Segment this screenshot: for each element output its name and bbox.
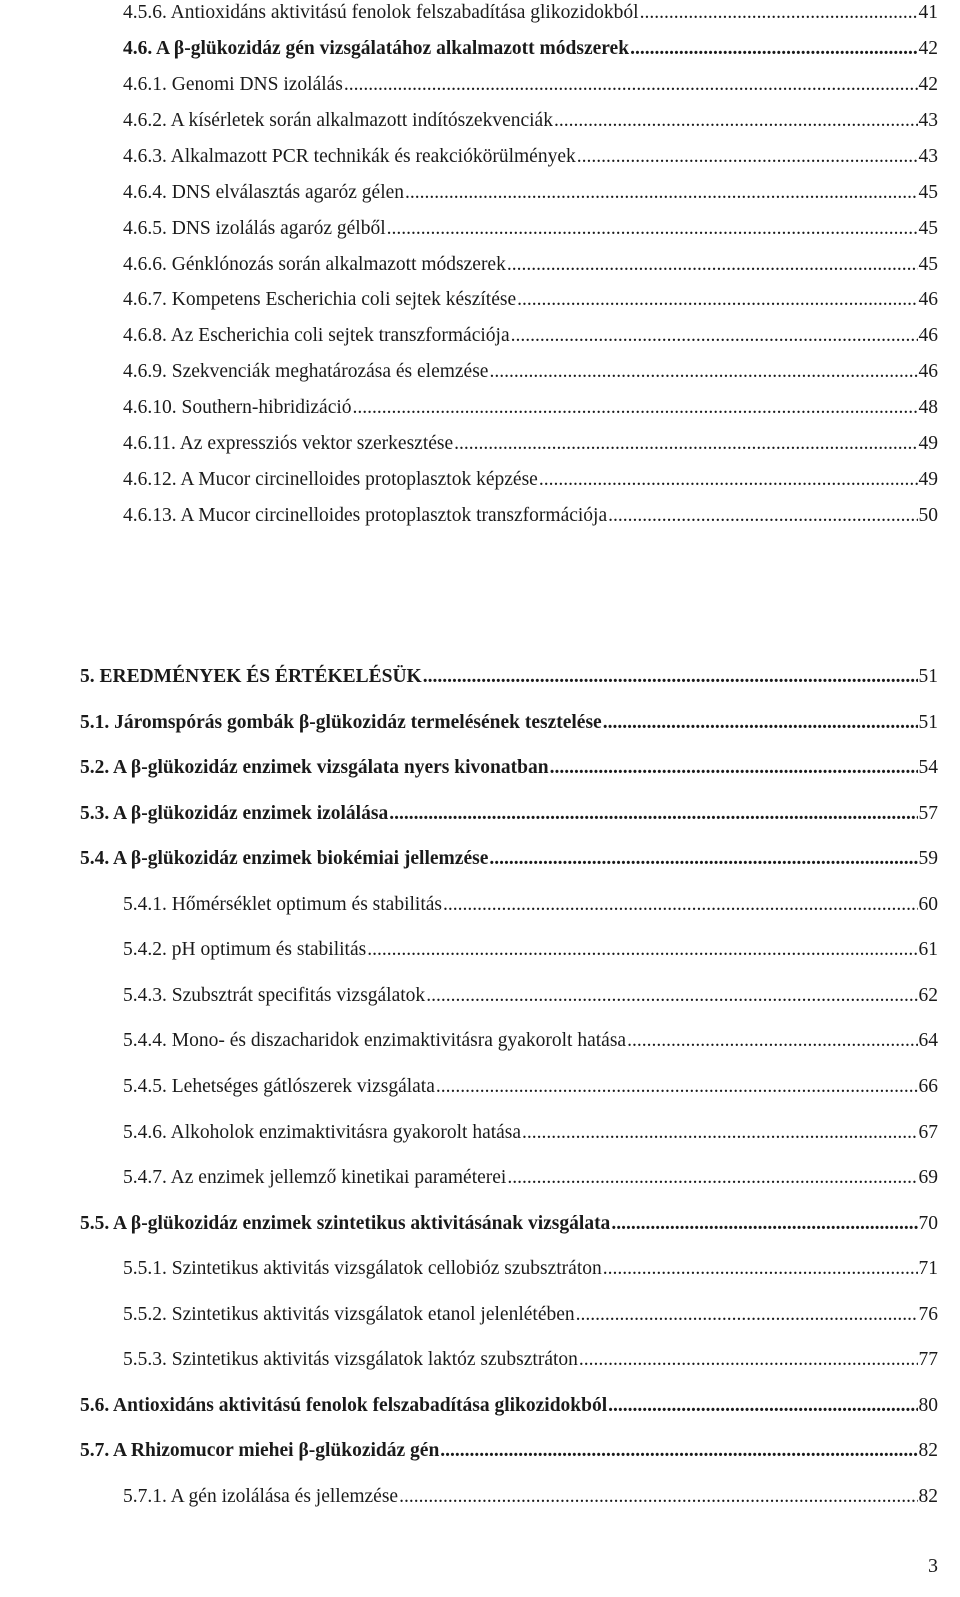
toc-entry[interactable] xyxy=(123,503,938,529)
toc-entry-page: 59 xyxy=(918,848,938,869)
toc-entry-page: 49 xyxy=(918,469,938,490)
toc-entry-page: 49 xyxy=(918,433,938,454)
toc-entry-title: 4.6.4. DNS elválasztás agaróz gélen xyxy=(123,182,405,203)
dot-leader xyxy=(576,1302,918,1328)
dot-leader xyxy=(511,323,918,349)
toc-entry-title: 4.6.13. A Mucor circinelloides protoplasztok transzformációja xyxy=(123,505,608,526)
toc-entry[interactable] xyxy=(80,1211,938,1237)
dot-leader xyxy=(517,287,917,313)
toc-entry-page: 54 xyxy=(918,757,938,778)
toc-entry[interactable] xyxy=(123,0,938,26)
toc-entry[interactable] xyxy=(123,431,938,457)
toc-entry-page: 69 xyxy=(918,1167,938,1188)
toc-entry[interactable] xyxy=(123,323,938,349)
toc-entry[interactable] xyxy=(80,801,938,827)
toc-entry-page: 82 xyxy=(918,1440,938,1461)
toc-entry-title: 4.6. A β-glükozidáz gén vizsgálatához alkalmazott módszerek xyxy=(123,38,630,59)
toc-entry-page: 42 xyxy=(918,74,938,95)
toc-entry-page: 71 xyxy=(918,1258,938,1279)
toc-entry[interactable] xyxy=(80,710,938,736)
dot-leader xyxy=(640,0,918,26)
toc-entry-title: 4.6.3. Alkalmazott PCR technikák és reakciókörülmények xyxy=(123,146,576,167)
toc-entry-page: 42 xyxy=(918,38,938,59)
toc-entry[interactable] xyxy=(123,36,938,62)
toc-entry-page: 67 xyxy=(918,1122,938,1143)
dot-leader xyxy=(423,664,918,690)
dot-leader xyxy=(608,503,917,529)
toc-entry-title: 5.7.1. A gén izolálása és jellemzése xyxy=(123,1486,399,1507)
dot-leader xyxy=(454,431,917,457)
toc-entry-title: 5.4.7. Az enzimek jellemző kinetikai paraméterei xyxy=(123,1167,507,1188)
dot-leader xyxy=(539,467,918,493)
toc-entry-title: 5. EREDMÉNYEK ÉS ÉRTÉKELÉSÜK xyxy=(80,666,422,687)
toc-entry[interactable] xyxy=(80,846,938,872)
toc-entry[interactable] xyxy=(123,144,938,170)
dot-leader xyxy=(554,108,918,134)
dot-leader xyxy=(443,892,918,918)
dot-leader xyxy=(507,252,918,278)
toc-entry-page: 62 xyxy=(918,985,938,1006)
dot-leader xyxy=(426,983,917,1009)
toc-entry-page: 77 xyxy=(918,1349,938,1370)
toc-entry-page: 70 xyxy=(918,1213,938,1234)
toc-entry[interactable] xyxy=(123,1074,938,1100)
toc-entry-page: 45 xyxy=(918,182,938,203)
toc-entry-page: 51 xyxy=(918,712,938,733)
dot-leader xyxy=(389,801,917,827)
toc-entry-title: 5.4.3. Szubsztrát specifitás vizsgálatok xyxy=(123,985,426,1006)
toc-entry[interactable] xyxy=(123,1165,938,1191)
dot-leader xyxy=(603,710,918,736)
dot-leader xyxy=(353,395,918,421)
toc-entry[interactable] xyxy=(80,755,938,781)
page-number: 3 xyxy=(928,1555,938,1577)
toc-entry[interactable] xyxy=(123,1120,938,1146)
dot-leader xyxy=(611,1211,917,1237)
dot-leader xyxy=(630,36,917,62)
toc-entry-title: 5.4. A β-glükozidáz enzimek biokémiai jellemzése xyxy=(80,848,489,869)
toc-entry-title: 5.1. Járomspórás gombák β-glükozidáz termelésének tesztelése xyxy=(80,712,602,733)
toc-entry[interactable] xyxy=(123,108,938,134)
toc-entry-page: 82 xyxy=(918,1486,938,1507)
toc-entry-title: 4.6.2. A kísérletek során alkalmazott indítószekvenciák xyxy=(123,110,553,131)
dot-leader xyxy=(550,755,918,781)
toc-entry-page: 46 xyxy=(918,289,938,310)
toc-entry[interactable] xyxy=(123,72,938,98)
toc-entry-page: 64 xyxy=(918,1030,938,1051)
dot-leader xyxy=(608,1393,917,1419)
toc-entry[interactable] xyxy=(123,1028,938,1054)
toc-entry-title: 5.5.2. Szintetikus aktivitás vizsgálatok etanol jelenlétében xyxy=(123,1304,575,1325)
toc-entry[interactable] xyxy=(123,1484,938,1510)
toc-entry-page: 76 xyxy=(918,1304,938,1325)
toc-entry-title: 5.2. A β-glükozidáz enzimek vizsgálata nyers kivonatban xyxy=(80,757,549,778)
toc-entry-title: 4.6.11. Az expressziós vektor szerkesztése xyxy=(123,433,454,454)
toc-entry[interactable] xyxy=(123,180,938,206)
toc-entry-title: 4.5.6. Antioxidáns aktivitású fenolok felszabadítása glikozidokból xyxy=(123,2,639,23)
toc-entry-title: 5.4.1. Hőmérséklet optimum és stabilitás xyxy=(123,894,442,915)
toc-entry-page: 48 xyxy=(918,397,938,418)
toc-entry-page: 50 xyxy=(918,505,938,526)
toc-entry-title: 5.7. A Rhizomucor miehei β-glükozidáz gén xyxy=(80,1440,440,1461)
dot-leader xyxy=(507,1165,917,1191)
toc-entry-title: 4.6.12. A Mucor circinelloides protoplasztok képzése xyxy=(123,469,538,490)
dot-leader xyxy=(579,1347,918,1373)
toc-entry-title: 5.5.1. Szintetikus aktivitás vizsgálatok cellobióz szubsztráton xyxy=(123,1258,602,1279)
dot-leader xyxy=(489,846,917,872)
toc-entry[interactable] xyxy=(123,467,938,493)
toc-entry-page: 61 xyxy=(918,939,938,960)
toc-entry[interactable] xyxy=(123,892,938,918)
toc-entry-title: 4.6.5. DNS izolálás agaróz gélből xyxy=(123,218,386,239)
toc-entry-page: 51 xyxy=(918,666,938,687)
dot-leader xyxy=(344,72,918,98)
toc-entry[interactable] xyxy=(123,1256,938,1282)
dot-leader xyxy=(489,359,917,385)
toc-entry-title: 5.4.2. pH optimum és stabilitás xyxy=(123,939,367,960)
toc-entry[interactable] xyxy=(123,983,938,1009)
dot-leader xyxy=(387,216,918,242)
toc-entry-page: 60 xyxy=(918,894,938,915)
toc-entry-page: 43 xyxy=(918,110,938,131)
toc-entry[interactable] xyxy=(123,395,938,421)
dot-leader xyxy=(577,144,918,170)
toc-entry[interactable] xyxy=(123,359,938,385)
toc-entry-title: 4.6.9. Szekvenciák meghatározása és elemzése xyxy=(123,361,489,382)
toc-entry[interactable] xyxy=(123,287,938,313)
toc-entry-title: 4.6.10. Southern-hibridizáció xyxy=(123,397,352,418)
toc-entry[interactable] xyxy=(123,252,938,278)
toc-entry-page: 41 xyxy=(918,2,938,23)
toc-entry-page: 46 xyxy=(918,361,938,382)
dot-leader xyxy=(436,1074,918,1100)
toc-entry-page: 45 xyxy=(918,254,938,275)
toc-entry[interactable] xyxy=(123,1347,938,1373)
toc-entry[interactable] xyxy=(80,664,938,690)
toc-entry-title: 5.5.3. Szintetikus aktivitás vizsgálatok laktóz szubsztráton xyxy=(123,1349,578,1370)
dot-leader xyxy=(627,1028,917,1054)
toc-entry[interactable] xyxy=(123,1302,938,1328)
toc-entry-title: 4.6.1. Genomi DNS izolálás xyxy=(123,74,343,95)
toc-entry-title: 4.6.8. Az Escherichia coli sejtek transzformációja xyxy=(123,325,510,346)
dot-leader xyxy=(367,937,917,963)
toc-entry-title: 5.4.4. Mono- és diszacharidok enzimaktivitásra gyakorolt hatása xyxy=(123,1030,627,1051)
toc-entry-page: 80 xyxy=(918,1395,938,1416)
toc-entry-title: 5.6. Antioxidáns aktivitású fenolok felszabadítása glikozidokból xyxy=(80,1395,608,1416)
toc-entry-title: 5.4.6. Alkoholok enzimaktivitásra gyakorolt hatása xyxy=(123,1122,522,1143)
toc-entry-page: 66 xyxy=(918,1076,938,1097)
toc-entry-title: 4.6.7. Kompetens Escherichia coli sejtek készítése xyxy=(123,289,517,310)
dot-leader xyxy=(603,1256,918,1282)
toc-entry-page: 45 xyxy=(918,218,938,239)
dot-leader xyxy=(522,1120,917,1146)
toc-entry-page: 43 xyxy=(918,146,938,167)
toc-entry[interactable] xyxy=(123,216,938,242)
toc-entry[interactable] xyxy=(80,1393,938,1419)
dot-leader xyxy=(399,1484,917,1510)
dot-leader xyxy=(405,180,917,206)
toc-entry-title: 5.3. A β-glükozidáz enzimek izolálása xyxy=(80,803,389,824)
toc-entry[interactable] xyxy=(123,937,938,963)
toc-entry-title: 5.5. A β-glükozidáz enzimek szintetikus aktivitásának vizsgálata xyxy=(80,1213,611,1234)
toc-entry-page: 46 xyxy=(918,325,938,346)
toc-entry[interactable] xyxy=(80,1438,938,1464)
toc-entry-page: 57 xyxy=(918,803,938,824)
dot-leader xyxy=(440,1438,917,1464)
toc-entry-title: 4.6.6. Génklónozás során alkalmazott módszerek xyxy=(123,254,506,275)
toc-entry-title: 5.4.5. Lehetséges gátlószerek vizsgálata xyxy=(123,1076,435,1097)
